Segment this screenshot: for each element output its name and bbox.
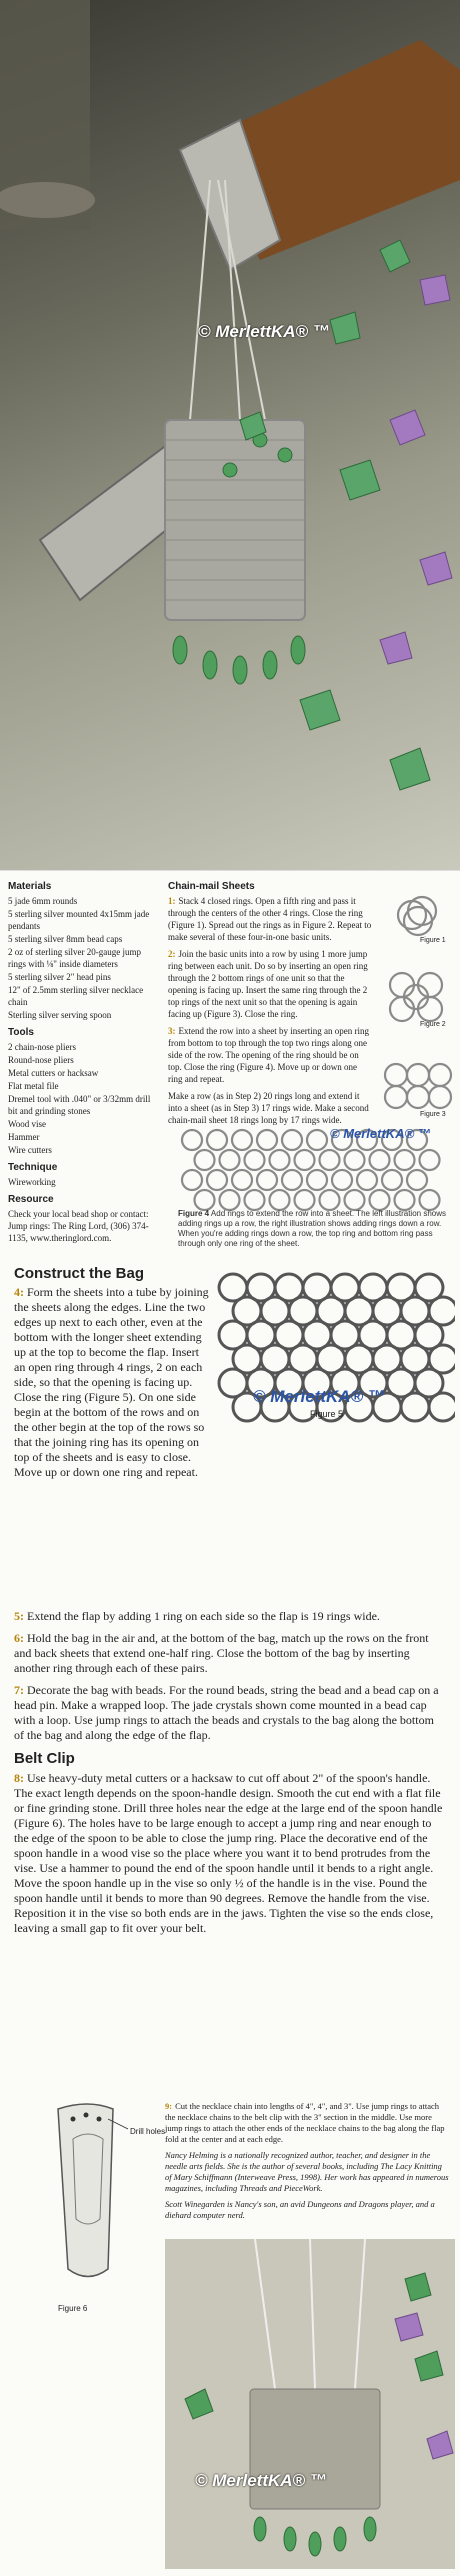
figure-3-label: Figure 3 (420, 1111, 446, 1118)
chainmail-step-1: 1: Stack 4 closed rings. Open a fifth ring and pass it through the centers of the other 4 rings. Close the ring (Figure 1). Spread out the rings as in Figure 2. Repeat to make several of these four-in-one basic units. (168, 896, 372, 942)
figure-2-label: Figure 2 (420, 1021, 446, 1028)
figure-1-label: Figure 1 (420, 937, 446, 944)
construct-bag-heading: Construct the Bag (14, 1265, 145, 1282)
ring (345, 1190, 365, 1210)
chainmail-step-3: 3: Extend the row into a sheet by inserting an open ring from bottom to top through the top two rings along one side of the row. The opening of the ring should be on top. Close the ring (Figure 4). Move up or down one ring and repeat. (168, 1026, 369, 1084)
figure-4-caption: Figure 4 Add rings to extend the row into a sheet. The left illustration shows adding rings up a row, the right illustration shows adding rings down a row. When you're adding rings down a row, the top ring and bottom ring pass through only one ring of the sheet. (178, 1209, 446, 1248)
ring (420, 1190, 440, 1210)
bag-step-4-part: 4: Form the sheets into a tube by joining the sheets along the edges. Line the two edges up next to each other, even at the bottom with the longer sheet extending up at the top to become the flap. Insert an open ring through 4 rings, 2 on each side, so that the opening is facing up. Close the ring (Figure 5). On one side begin at the bottom of the rows and on the other begin at the top of the rows so that the joining ring has its opening on top of the sheets and is easy to close. Move up or down one ring and repeat. (14, 1286, 209, 1479)
ring (295, 1150, 315, 1170)
ring (220, 1150, 240, 1170)
finished-bag-photo (165, 2239, 455, 2569)
list-item: Metal cutters or hacksaw (8, 1068, 99, 1078)
ring (345, 1150, 365, 1170)
ring (182, 1130, 202, 1150)
author-bio-scott: Scott Winegarden is Nancy's son, an avid Dungeons and Dragons player, and a diehard computer nerd. (165, 2199, 435, 2220)
ring (320, 1150, 340, 1170)
ring (407, 1170, 427, 1190)
list-item: Round-nose pliers (8, 1055, 74, 1065)
bag-step-5: 5: Extend the flap by adding 1 ring on each side so the flap is 19 rings wide. (14, 1609, 380, 1623)
ring (232, 1130, 252, 1150)
final-step-9: 9: Cut the necklace chain into lengths of 4", 4", and 3". Use jump rings to attach the necklace chains to the belt clip with the 3" section in the middle. Use more jump rings to attach the other ends of the necklace chains to the bag along the flap fold at the center and at each edge. (165, 2101, 445, 2144)
list-item: 5 sterling silver mounted 4x15mm jade pendants (8, 909, 150, 931)
watermark: © MerlettKA® ™ (253, 1387, 385, 1406)
list-item: 5 sterling silver 8mm bead caps (8, 934, 123, 944)
ring (195, 1190, 215, 1210)
ring (220, 1190, 240, 1210)
ring (245, 1150, 265, 1170)
ring (395, 1190, 415, 1210)
bag-instructions (14, 1265, 446, 1479)
ring (232, 1170, 252, 1190)
list-item: 5 jade 6mm rounds (8, 896, 78, 906)
ring (332, 1170, 352, 1190)
ring (320, 1190, 340, 1210)
project-photo-top (0, 0, 460, 870)
ring (282, 1170, 302, 1190)
list-item: 2 chain-nose pliers (8, 1042, 76, 1052)
watermark: © MerlettKA® ™ (330, 1126, 431, 1141)
ring (257, 1170, 277, 1190)
list-item: Sterling silver serving spoon (8, 1010, 112, 1020)
technique-value: Wireworking (8, 1177, 56, 1187)
tools-list (8, 1041, 156, 1156)
list-item: Wire cutters (8, 1145, 52, 1155)
author-bio-nancy: Nancy Helming is a nationally recognized author, teacher, and designer in the needle arts fields. She is the author of several books, including The Lacy Knitting of Mary Schiffmann (Interweave Press, 1998). Her work has appeared in numerous magazines, including Threads and PieceWork. (165, 2150, 449, 2193)
finishing-page (0, 2089, 460, 2576)
watermark: © MerlettKA® ™ (198, 322, 330, 341)
ring (257, 1130, 277, 1150)
ring (282, 1130, 302, 1150)
list-item: 5 sterling silver 2" head pins (8, 972, 111, 982)
ring (207, 1130, 227, 1150)
resource-text: Check your local bead shop or contact: Jump rings: The Ring Lord, (306) 374-1135, www.theringlord.com. (8, 1209, 149, 1243)
drill-holes-label: Drill holes (130, 2127, 166, 2136)
bag-steps (14, 1609, 446, 1943)
list-item: Dremel tool with .040" or 3/32mm drill bit and grinding stones (8, 1094, 151, 1116)
ring (420, 1150, 440, 1170)
figure-5-label: Figure 5 (310, 1409, 344, 1419)
figures-1-3-illustration (382, 885, 456, 1135)
ring (370, 1150, 390, 1170)
technique-heading: Technique (8, 1162, 58, 1173)
bag-step-6: 6: Hold the bag in the air and, at the bottom of the bag, match up the rows on the front and back sheets that extend one-half ring. Close the bottom of the bag by inserting another ring through each of these pairs. (14, 1631, 429, 1675)
chainmail-note: Make a row (as in Step 2) 20 rings long and extend it into a sheet (as in Step 3) 17 rings wide. Make a second chain-mail sheet 18 rings long by 17 rings wide. (168, 1091, 369, 1125)
ring (270, 1150, 290, 1170)
watermark: © MerlettKA® ™ (195, 2471, 327, 2490)
resource-heading: Resource (8, 1194, 54, 1205)
list-item: 12" of 2.5mm sterling silver necklace chain (8, 985, 144, 1007)
chainmail-step-2: 2: Join the basic units into a row by using 1 more jump ring between each unit. Do so by inserting an open ring through the 2 bottom rings of one unit so that the opening is facing up. Insert the same ring through the 2 top rings of the next unit so that the opening is again facing up (Figure 3). Close the ring. (168, 949, 368, 1019)
materials-list (8, 895, 156, 1021)
list-item: Flat metal file (8, 1081, 59, 1091)
list-item: Hammer (8, 1132, 40, 1142)
list-item: Wood vise (8, 1119, 47, 1129)
sidebar-column (8, 875, 156, 1244)
ring (307, 1130, 327, 1150)
ring (195, 1150, 215, 1170)
ring (370, 1190, 390, 1210)
construct-bag-page (0, 1250, 460, 2089)
ring (270, 1190, 290, 1210)
photo-illustration (0, 0, 460, 870)
ring (382, 1170, 402, 1190)
ring (182, 1170, 202, 1190)
belt-step-8: 8: Use heavy-duty metal cutters or a hacksaw to cut off about 2" of the spoon's handle. The exact length depends on the spoon-handle design. Smooth the cut end with a flat file or fine grinding stone. Drill three holes near the edge at the large end of the spoon handle (Figure 6). The holes have to be large enough to accept a jump ring and near enough to the edge of the spoon to be able to close the jump ring. Place the decorative end of the spoon handle in a wood vise so the place where you want it to bend protrudes from the vise. Use a hammer to pound the end of the spoon handle until it bends to a right angle. Move the spoon handle up in the vise so only ½ of the handle is in the vise. Pound the spoon handle until it bends to more than 90 degrees. Remove the handle from the vise. Reposition it in the vise so both ends are in the jaws. Tighten the vise so the ends close, leaving a small gap to fit over your belt. (14, 1771, 443, 1935)
belt-clip-heading: Belt Clip (14, 1750, 75, 1767)
list-item: 2 oz of sterling silver 20-gauge jump rings with ⅛" inside diameters (8, 947, 141, 969)
chainmail-heading: Chain-mail Sheets (168, 881, 255, 892)
figure-6-label: Figure 6 (58, 2304, 88, 2313)
chainmail-column (168, 875, 373, 1131)
materials-page (0, 870, 460, 1251)
ring (245, 1190, 265, 1210)
materials-heading: Materials (8, 881, 52, 892)
ring (395, 1150, 415, 1170)
final-text-column (165, 2101, 450, 2226)
tools-heading: Tools (8, 1027, 34, 1038)
ring (295, 1190, 315, 1210)
bag-step-7: 7: Decorate the bag with beads. For the round beads, string the bead and a bead cap on a head pin. Make a wrapped loop. The jade crystals shown come mounted in a bead cap with a loop. Use jump rings to attach the beads and crystals to the bag along the bottom of the bag and along the edge of the flap. (14, 1683, 439, 1742)
ring (207, 1170, 227, 1190)
ring (357, 1170, 377, 1190)
ring (307, 1170, 327, 1190)
